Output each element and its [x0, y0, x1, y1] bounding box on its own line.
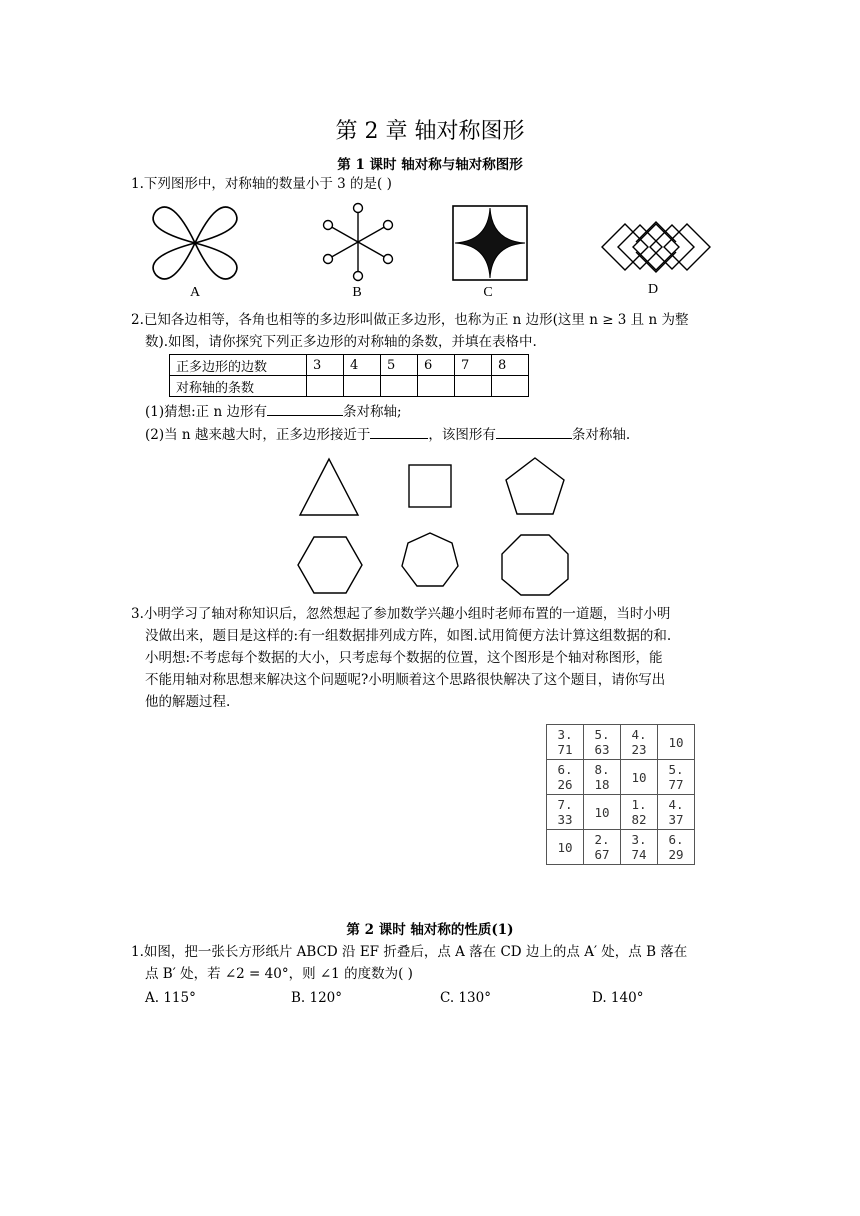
option-c[interactable]: C. 130° — [440, 990, 491, 1006]
part1-blank[interactable] — [267, 403, 343, 416]
hexagon-shape — [298, 537, 362, 593]
figure-d-label: D — [647, 282, 659, 297]
l1-q1-text: 1.下列图形中，对称轴的数量小于 3 的是( ) — [131, 176, 392, 192]
l2-q1-text — [131, 941, 687, 985]
grid-cell: 2. 67 — [584, 830, 621, 865]
table-answer-cell[interactable] — [344, 376, 381, 397]
l2-q1-line1: 1.如图，把一张长方形纸片 ABCD 沿 EF 折叠后，点 A 落在 CD 边上的点 A′ 处，点 B 落在 — [131, 944, 688, 960]
lesson1-title: 第 1 课时 轴对称与轴对称图形 — [337, 157, 523, 173]
heptagon-shape — [402, 533, 458, 586]
figure-d-knot — [600, 214, 712, 280]
grid-cell: 8. 18 — [584, 760, 621, 795]
part1-text-end: 条对称轴; — [342, 404, 402, 420]
grid-cell: 10 — [584, 795, 621, 830]
l1-q2-line1: 2.已知各边相等，各角也相等的多边形叫做正多边形，也称为正 n 边形(这里 n ≥ 3 且 n 为整 — [131, 312, 689, 328]
grid-cell: 3. 74 — [621, 830, 658, 865]
grid-cell: 5. 77 — [658, 760, 695, 795]
table-cell-sides: 8 — [492, 355, 529, 376]
regular-polygons-figure — [296, 455, 576, 595]
table-row — [547, 830, 695, 865]
table-cell-sides: 4 — [344, 355, 381, 376]
l1-q3-line1: 3.小明学习了轴对称知识后，忽然想起了参加数学兴趣小组时老师布置的一道题，当时小明 — [131, 606, 671, 622]
table-cell-sides: 5 — [381, 355, 418, 376]
grid-cell: 3. 71 — [547, 725, 584, 760]
table-header-axes: 对称轴的条数 — [170, 376, 307, 397]
l1-q2-part2 — [145, 424, 630, 446]
table-answer-cell[interactable] — [418, 376, 455, 397]
grid-cell: 1. 82 — [621, 795, 658, 830]
grid-cell: 10 — [658, 725, 695, 760]
part2-text-end: 条对称轴. — [571, 427, 631, 443]
option-d[interactable]: D. 140° — [592, 990, 644, 1006]
grid-cell: 10 — [621, 760, 658, 795]
table-answer-cell[interactable] — [307, 376, 344, 397]
polygon-axis-table — [169, 354, 529, 397]
l1-q2-part1 — [145, 401, 402, 423]
table-row — [170, 376, 529, 397]
figure-c-label: C — [483, 285, 493, 300]
octagon-shape — [502, 535, 568, 595]
figure-b-label: B — [352, 285, 362, 300]
table-cell-sides: 3 — [307, 355, 344, 376]
grid-cell: 6. 29 — [658, 830, 695, 865]
figure-b-spokes — [318, 200, 398, 284]
grid-cell: 5. 63 — [584, 725, 621, 760]
grid-cell: 4. 37 — [658, 795, 695, 830]
l1-q3-line3: 小明想:不考虑每个数据的大小，只考虑每个数据的位置，这个图形是个轴对称图形，能 — [145, 650, 663, 666]
figure-a-label: A — [189, 285, 201, 300]
l1-q2-text — [131, 309, 688, 353]
figure-c-square-star — [452, 205, 528, 281]
pentagon-shape — [506, 458, 564, 514]
part2-text: (2)当 n 越来越大时，正多边形接近于 — [145, 427, 371, 443]
table-row — [547, 725, 695, 760]
l2-q1-line2: 点 B′ 处，若 ∠2 = 40°，则 ∠1 的度数为( ) — [145, 966, 413, 982]
table-header-sides: 正多边形的边数 — [170, 355, 307, 376]
number-grid — [546, 724, 695, 865]
part1-text: (1)猜想:正 n 边形有 — [145, 404, 267, 420]
l1-q3-line4: 不能用轴对称思想来解决这个问题呢?小明顺着这个思路很快解决了这个题目，请你写出 — [145, 672, 666, 688]
option-a[interactable]: A. 115° — [145, 990, 196, 1006]
table-answer-cell[interactable] — [381, 376, 418, 397]
option-b[interactable]: B. 120° — [291, 990, 343, 1006]
table-row — [170, 355, 529, 376]
triangle-shape — [300, 459, 358, 515]
grid-cell: 6. 26 — [547, 760, 584, 795]
part2-text-mid: ，该图形有 — [428, 427, 496, 443]
lesson2-title: 第 2 课时 轴对称的性质(1) — [346, 922, 514, 938]
table-cell-sides: 6 — [418, 355, 455, 376]
table-cell-sides: 7 — [455, 355, 492, 376]
part2-blank-axes[interactable] — [496, 426, 572, 439]
l1-q3-line2: 没做出来，题目是这样的:有一组数据排列成方阵，如图.试用简便方法计算这组数据的和. — [145, 628, 672, 644]
l1-q3-line5: 他的解题过程. — [145, 694, 231, 710]
l1-q2-line2: 数).如图，请你探究下列正多边形的对称轴的条数，并填在表格中. — [145, 334, 537, 350]
table-answer-cell[interactable] — [492, 376, 529, 397]
part2-blank-shape[interactable] — [370, 426, 428, 439]
l1-q3-text — [131, 603, 671, 713]
table-answer-cell[interactable] — [455, 376, 492, 397]
square-shape — [409, 465, 451, 507]
table-row — [547, 760, 695, 795]
chapter-title: 第 2 章 轴对称图形 — [335, 119, 525, 144]
grid-cell: 10 — [547, 830, 584, 865]
table-row — [547, 795, 695, 830]
grid-cell: 7. 33 — [547, 795, 584, 830]
figure-a-flower — [150, 203, 240, 283]
grid-cell: 4. 23 — [621, 725, 658, 760]
